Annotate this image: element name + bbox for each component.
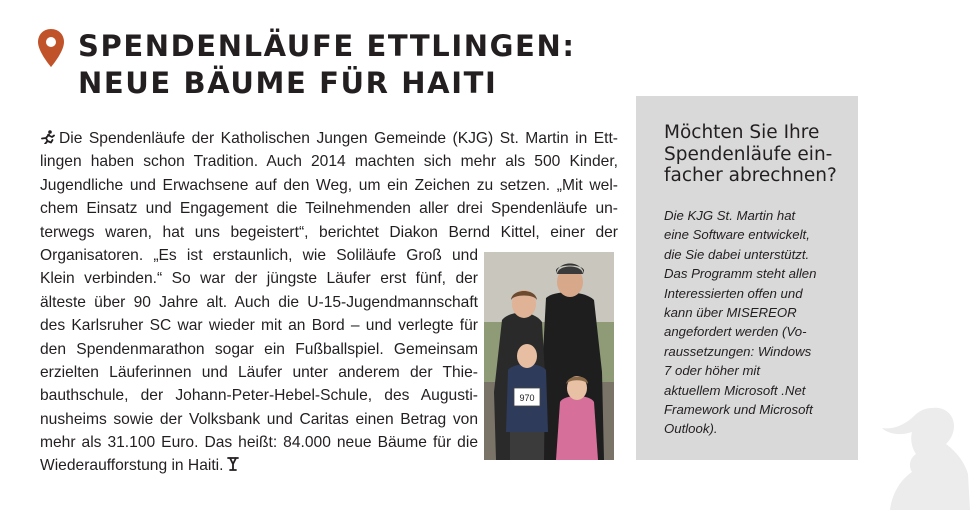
family-photo <box>484 252 614 460</box>
article-line: lingen haben schon Tradition. Auch 2014 machten sich mehr als 500 Kinder, <box>40 153 618 171</box>
article-line: mehr als 31.100 Euro. Das heißt: 84.000 neue Bäume für die <box>40 434 478 452</box>
info-box-line: angefordert werden (Vo- <box>664 324 807 340</box>
location-pin-icon <box>36 28 66 68</box>
article-line: den Spendenmarathon sogar ein Fußballspiel. Gemeinsam <box>40 340 478 358</box>
info-box-line: aktuellem Microsoft .Net <box>664 382 806 398</box>
info-box-line: die Sie dabei unterstützt. <box>664 246 810 262</box>
info-box <box>636 96 858 460</box>
info-box-line: Framework und Microsoft <box>664 402 813 418</box>
article-line: Organisatoren. „Es ist erstaunlich, wie Soliläufe Groß und <box>40 246 478 264</box>
article-line: des Karlsruher SC war wieder mit an Bord – und verlegte für <box>40 317 478 335</box>
headline-line-1: SPENDENLÄUFE ETTLINGEN: <box>78 29 576 63</box>
article-line: Jugendliche und Erwachsene auf den Weg, um ein Zeichen zu setzen. „Mit wel- <box>40 176 618 194</box>
article-line: chem Einsatz und Engagement die Teilnehmenden aller drei Spendenläufe un- <box>40 200 618 218</box>
article-line: älteste über 90 Jahre alt. Auch die U-15-Jugendmannschaft <box>40 293 478 311</box>
end-mark-icon <box>227 457 239 471</box>
info-box-title-line: Spendenläufe ein- <box>664 143 833 165</box>
info-box-line: Outlook). <box>664 421 718 437</box>
article-line: bauthschule, der Johann-Peter-Hebel-Schule, des Augusti- <box>40 387 478 405</box>
info-box-line: Die KJG St. Martin hat <box>664 208 796 223</box>
article-headline <box>78 28 576 102</box>
info-box-line: 7 oder höher mit <box>664 363 761 379</box>
article-line: Klein verbinden.“ So war der jüngste Läufer erst fünf, der <box>40 270 478 288</box>
info-box-title-line: facher abrechnen? <box>664 165 837 186</box>
runner-icon <box>40 130 55 144</box>
article-line: erzielten Läuferinnen und Läufer unter anderem der Thie- <box>40 363 478 381</box>
info-box-line: eine Software entwickelt, <box>664 227 810 243</box>
info-box-title <box>664 122 854 187</box>
article-line-text: Wiederaufforstung in Haiti. <box>40 457 224 475</box>
headline-line-2: NEUE BÄUME FÜR HAITI <box>78 66 498 100</box>
info-box-line: Das Programm steht allen <box>664 266 817 282</box>
runner-silhouette <box>880 404 970 510</box>
info-box-line: kann über MISEREOR <box>664 305 797 321</box>
info-box-title-line: Möchten Sie Ihre <box>664 122 820 143</box>
info-box-line: raussetzungen: Windows <box>664 343 812 359</box>
article-line: nusheims sowie der Volksbank und Caritas einen Betrag von <box>40 410 478 428</box>
info-box-text <box>664 206 854 439</box>
article-line <box>40 127 618 150</box>
info-box-line: Interessierten offen und <box>664 285 803 301</box>
article-line-text: Die Spendenläufe der Katholischen Jungen Gemeinde (KJG) St. Martin in Ett- <box>59 130 618 147</box>
bib-number: 970 <box>519 393 535 403</box>
article-line: terwegs waren, hat uns begeistert“, berichtet Diakon Bernd Kittel, einer der <box>40 223 618 241</box>
